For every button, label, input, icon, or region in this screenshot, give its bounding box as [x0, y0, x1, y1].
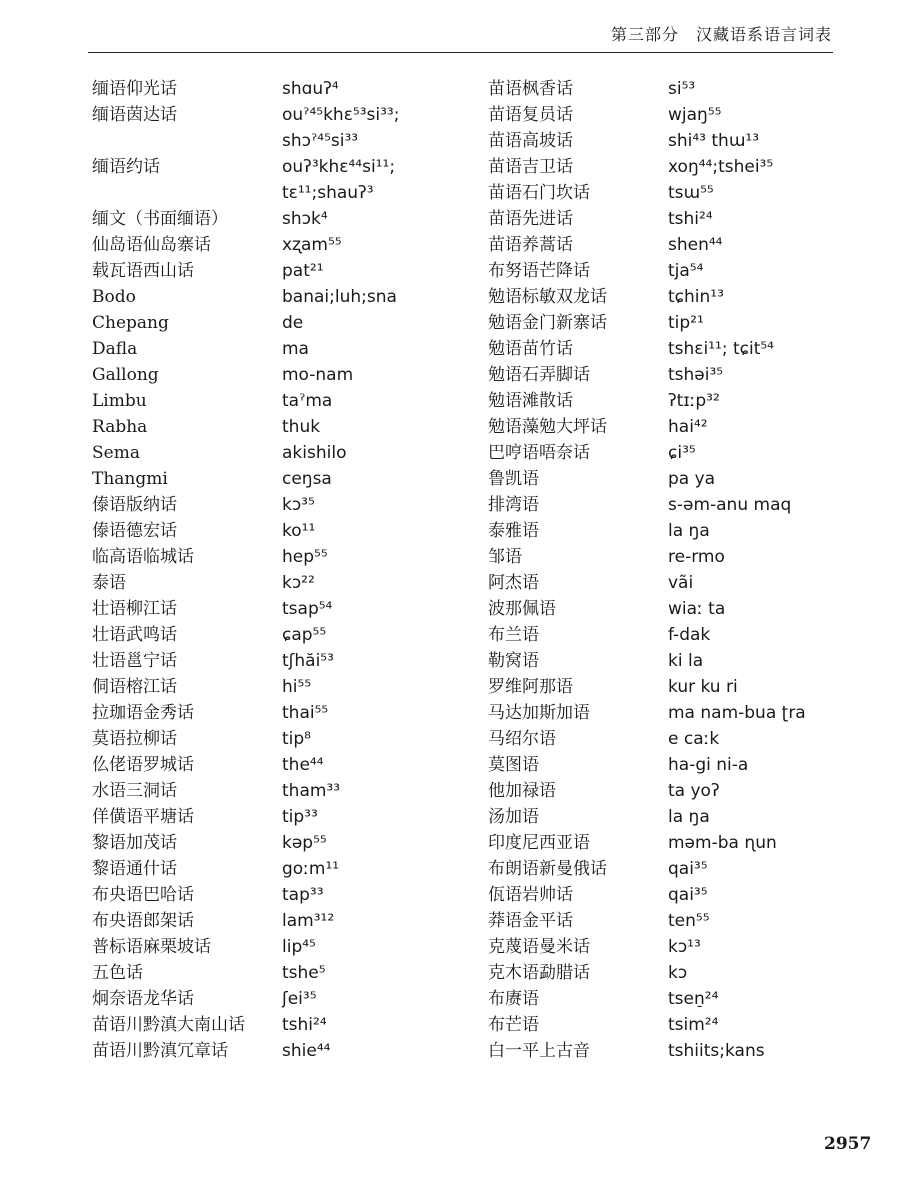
- glossary-row: [488, 492, 806, 518]
- word-form: ten⁵⁵: [668, 911, 710, 931]
- language-name: 炯奈语龙华话: [92, 989, 194, 1009]
- language-name: 苗语先进话: [488, 209, 573, 229]
- language-name: 布努语芒降话: [488, 261, 590, 281]
- glossary-row: [488, 232, 806, 258]
- right-column: [488, 76, 806, 1064]
- language-name: 苗语枫香话: [488, 79, 573, 99]
- word-form: ma nam-bua ʈra: [668, 703, 806, 723]
- glossary-row: [488, 310, 806, 336]
- word-form: mo-nam: [282, 365, 354, 385]
- glossary-row: [92, 934, 399, 960]
- word-form: qai³⁵: [668, 885, 708, 905]
- word-form: tap³³: [282, 885, 324, 905]
- word-form: hep⁵⁵: [282, 547, 328, 567]
- word-form: kɔ: [668, 963, 688, 983]
- glossary-row: [92, 882, 399, 908]
- glossary-row: [92, 232, 399, 258]
- glossary-row: [92, 102, 399, 128]
- language-name: 波那佩语: [488, 599, 556, 619]
- glossary-row: [488, 778, 806, 804]
- word-form: tham³³: [282, 781, 341, 801]
- word-form: de: [282, 313, 304, 333]
- glossary-row: [92, 622, 399, 648]
- glossary-row: [92, 752, 399, 778]
- language-name: 泰语: [92, 573, 126, 593]
- word-form: pa ya: [668, 469, 716, 489]
- header-rule: [88, 52, 833, 53]
- language-name: 壮语邕宁话: [92, 651, 177, 671]
- glossary-row: [92, 960, 399, 986]
- glossary-row: [92, 258, 399, 284]
- word-form: thai⁵⁵: [282, 703, 329, 723]
- language-name: 他加禄语: [488, 781, 556, 801]
- glossary-row: [488, 856, 806, 882]
- word-form: goːm¹¹: [282, 859, 340, 879]
- word-form: tip²¹: [668, 313, 704, 333]
- glossary-row: [488, 752, 806, 778]
- word-form: ouʔ³khɛ⁴⁴si¹¹;: [282, 157, 396, 177]
- word-form: akishilo: [282, 443, 347, 463]
- glossary-row: [92, 414, 399, 440]
- word-form: kɔ²²: [282, 573, 315, 593]
- word-form: shen⁴⁴: [668, 235, 723, 255]
- glossary-row: [92, 362, 399, 388]
- glossary-row: [92, 518, 399, 544]
- left-column: [92, 76, 399, 1064]
- language-name: 载瓦语西山话: [92, 261, 194, 281]
- glossary-row: [488, 986, 806, 1012]
- word-form: ɕap⁵⁵: [282, 625, 327, 645]
- word-form: tip⁸: [282, 729, 311, 749]
- word-form: wjaŋ⁵⁵: [668, 105, 722, 125]
- glossary-row: [92, 180, 399, 206]
- language-name: Limbu: [92, 391, 147, 411]
- word-form: ki la: [668, 651, 704, 671]
- language-name: 阿杰语: [488, 573, 539, 593]
- word-form: la ŋa: [668, 807, 710, 827]
- language-name: 布赓语: [488, 989, 539, 1009]
- glossary-row: [92, 284, 399, 310]
- glossary-row: [488, 414, 806, 440]
- glossary-row: [92, 830, 399, 856]
- word-form: ouˀ⁴⁵khɛ⁵³si³³;: [282, 105, 400, 125]
- language-name: 苗语吉卫话: [488, 157, 573, 177]
- glossary-row: [92, 778, 399, 804]
- language-name: 佯僙语平塘话: [92, 807, 194, 827]
- word-form: shie⁴⁴: [282, 1041, 331, 1061]
- language-name: 苗语川黔滇冗章话: [92, 1041, 228, 1061]
- word-form: tsap⁵⁴: [282, 599, 333, 619]
- language-name: 白一平上古音: [488, 1041, 590, 1061]
- glossary-row: [92, 206, 399, 232]
- language-name: 布央语巴哈话: [92, 885, 194, 905]
- word-form: tip³³: [282, 807, 318, 827]
- glossary-row: [488, 206, 806, 232]
- glossary-row: [92, 76, 399, 102]
- glossary-row: [488, 440, 806, 466]
- glossary-row: [488, 284, 806, 310]
- word-form: tshiits;kans: [668, 1041, 765, 1061]
- language-name: 普标语麻栗坡话: [92, 937, 211, 957]
- glossary-row: [488, 960, 806, 986]
- language-name: Rabha: [92, 417, 148, 437]
- word-form: re-rmo: [668, 547, 725, 567]
- word-form: hai⁴²: [668, 417, 708, 437]
- word-form: si⁵³: [668, 79, 696, 99]
- glossary-row: [488, 518, 806, 544]
- word-form: banai;luh;sna: [282, 287, 397, 307]
- word-form: ɕi³⁵: [668, 443, 696, 463]
- language-name: 壮语柳江话: [92, 599, 177, 619]
- language-name: 傣语版纳话: [92, 495, 177, 515]
- word-form: kɔ³⁵: [282, 495, 315, 515]
- word-form: tʃhăi⁵³: [282, 651, 334, 671]
- glossary-row: [488, 388, 806, 414]
- glossary-row: [488, 700, 806, 726]
- glossary-row: [488, 76, 806, 102]
- glossary-row: [92, 986, 399, 1012]
- language-name: 莫语拉柳话: [92, 729, 177, 749]
- glossary-row: [488, 544, 806, 570]
- word-form: kur ku ri: [668, 677, 738, 697]
- word-form: shɑuʔ⁴: [282, 79, 339, 99]
- word-form: vãi: [668, 573, 694, 593]
- language-name: 罗维阿那语: [488, 677, 573, 697]
- language-name: 勉语藻勉大坪话: [488, 417, 607, 437]
- language-name: 勒窝语: [488, 651, 539, 671]
- language-name: 五色话: [92, 963, 143, 983]
- glossary-row: [92, 466, 399, 492]
- glossary-row: [488, 258, 806, 284]
- language-name: Gallong: [92, 365, 159, 385]
- word-form: s-əm-anu maq: [668, 495, 792, 515]
- language-name: 勉语苗竹话: [488, 339, 573, 359]
- word-form: xoŋ⁴⁴;tshei³⁵: [668, 157, 774, 177]
- glossary-row: [488, 622, 806, 648]
- word-form: kəp⁵⁵: [282, 833, 327, 853]
- glossary-row: [92, 1038, 399, 1064]
- glossary-row: [92, 440, 399, 466]
- glossary-row: [488, 882, 806, 908]
- language-name: 仙岛语仙岛寨话: [92, 235, 211, 255]
- word-form: kɔ¹³: [668, 937, 701, 957]
- language-name: 莫图语: [488, 755, 539, 775]
- word-form: hi⁵⁵: [282, 677, 312, 697]
- language-name: 拉珈语金秀话: [92, 703, 194, 723]
- word-form: pat²¹: [282, 261, 324, 281]
- language-name: Sema: [92, 443, 140, 463]
- word-form: thuk: [282, 417, 321, 437]
- word-form: ha-gi ni-a: [668, 755, 749, 775]
- word-form: shɔk⁴: [282, 209, 328, 229]
- language-name: 水语三洞话: [92, 781, 177, 801]
- language-name: 勉语石弄脚话: [488, 365, 590, 385]
- word-form: ʃei³⁵: [282, 989, 317, 1009]
- language-name: 勉语标敏双龙话: [488, 287, 607, 307]
- language-name: 鲁凯语: [488, 469, 539, 489]
- glossary-row: [92, 128, 399, 154]
- language-name: 缅语仰光话: [92, 79, 177, 99]
- language-name: Bodo: [92, 287, 136, 307]
- word-form: tsen̠²⁴: [668, 989, 719, 1009]
- word-form: xʐam⁵⁵: [282, 235, 342, 255]
- language-name: Thangmi: [92, 469, 168, 489]
- word-form: ta yoʔ: [668, 781, 720, 801]
- glossary-row: [92, 336, 399, 362]
- glossary-row: [488, 362, 806, 388]
- glossary-row: [92, 674, 399, 700]
- glossary-row: [92, 1012, 399, 1038]
- language-name: 布朗语新曼俄话: [488, 859, 607, 879]
- language-name: 缅文（书面缅语）: [92, 209, 228, 229]
- language-name: 马达加斯加语: [488, 703, 590, 723]
- language-name: 泰雅语: [488, 521, 539, 541]
- word-form: tɕhin¹³: [668, 287, 724, 307]
- glossary-row: [488, 934, 806, 960]
- word-form: məm-ba ɳun: [668, 833, 777, 853]
- word-form: tshi²⁴: [668, 209, 713, 229]
- word-form: tshəi³⁵: [668, 365, 724, 385]
- word-form: tshi²⁴: [282, 1015, 327, 1035]
- language-name: 排湾语: [488, 495, 539, 515]
- glossary-row: [488, 154, 806, 180]
- word-form: taˀma: [282, 391, 333, 411]
- language-name: 布央语郎架话: [92, 911, 194, 931]
- glossary-row: [488, 908, 806, 934]
- word-form: tsɯ⁵⁵: [668, 183, 714, 203]
- word-form: tshe⁵: [282, 963, 326, 983]
- language-name: 壮语武鸣话: [92, 625, 177, 645]
- language-name: 克木语勐腊话: [488, 963, 590, 983]
- word-form: tja⁵⁴: [668, 261, 704, 281]
- word-form: ceŋsa: [282, 469, 332, 489]
- language-name: 苗语石门坎话: [488, 183, 590, 203]
- glossary-row: [92, 804, 399, 830]
- glossary-row: [488, 180, 806, 206]
- language-name: 勉语滩散话: [488, 391, 573, 411]
- language-name: Chepang: [92, 313, 169, 333]
- glossary-row: [488, 596, 806, 622]
- word-form: shɔˀ⁴⁵si³³: [282, 131, 359, 151]
- glossary-row: [92, 388, 399, 414]
- glossary-row: [488, 648, 806, 674]
- glossary-row: [92, 570, 399, 596]
- language-name: 黎语加茂话: [92, 833, 177, 853]
- word-form: f-dak: [668, 625, 711, 645]
- language-name: 苗语高坡话: [488, 131, 573, 151]
- language-name: 仫佬语罗城话: [92, 755, 194, 775]
- glossary-row: [92, 700, 399, 726]
- language-name: 佤语岩帅话: [488, 885, 573, 905]
- glossary-row: [92, 492, 399, 518]
- glossary-row: [488, 570, 806, 596]
- word-form: e caːk: [668, 729, 720, 749]
- glossary-row: [92, 596, 399, 622]
- language-name: Dafla: [92, 339, 138, 359]
- language-name: 勉语金门新寨话: [488, 313, 607, 333]
- page-number: 2957: [824, 1134, 872, 1154]
- glossary-row: [488, 804, 806, 830]
- word-form: ma: [282, 339, 309, 359]
- language-name: 傣语德宏话: [92, 521, 177, 541]
- word-form: tsim²⁴: [668, 1015, 719, 1035]
- word-form: tɛ¹¹;shauʔ³: [282, 183, 374, 203]
- language-name: 布芒语: [488, 1015, 539, 1035]
- language-name: 苗语川黔滇大南山话: [92, 1015, 245, 1035]
- glossary-row: [488, 674, 806, 700]
- glossary-row: [488, 1038, 806, 1064]
- word-form: ʔtɪːp³²: [668, 391, 720, 411]
- glossary-row: [92, 856, 399, 882]
- language-name: 布兰语: [488, 625, 539, 645]
- glossary-row: [488, 726, 806, 752]
- word-form: ko¹¹: [282, 521, 316, 541]
- glossary-row: [488, 466, 806, 492]
- language-name: 汤加语: [488, 807, 539, 827]
- word-form: lam³¹²: [282, 911, 335, 931]
- word-form: shi⁴³ thɯ¹³: [668, 131, 760, 151]
- glossary-row: [92, 726, 399, 752]
- language-name: 临高语临城话: [92, 547, 194, 567]
- glossary-row: [92, 310, 399, 336]
- word-form: the⁴⁴: [282, 755, 324, 775]
- language-name: 侗语榕江话: [92, 677, 177, 697]
- glossary-row: [488, 128, 806, 154]
- language-name: 苗语养蒿话: [488, 235, 573, 255]
- glossary-row: [92, 154, 399, 180]
- language-name: 巴哼语唔奈话: [488, 443, 590, 463]
- running-header: 第三部分 汉藏语系语言词表: [610, 25, 832, 44]
- language-name: 克蔑语曼米话: [488, 937, 590, 957]
- word-form: wiaː ta: [668, 599, 726, 619]
- glossary-row: [488, 102, 806, 128]
- language-name: 缅语茵达话: [92, 105, 177, 125]
- language-name: 缅语约话: [92, 157, 160, 177]
- language-name: 苗语复员话: [488, 105, 573, 125]
- glossary-row: [488, 830, 806, 856]
- language-name: 印度尼西亚语: [488, 833, 590, 853]
- language-name: 莽语金平话: [488, 911, 573, 931]
- glossary-row: [488, 1012, 806, 1038]
- word-form: tshɛi¹¹; tɕit⁵⁴: [668, 339, 775, 359]
- glossary-row: [92, 648, 399, 674]
- glossary-row: [92, 908, 399, 934]
- word-form: lip⁴⁵: [282, 937, 316, 957]
- language-name: 黎语通什话: [92, 859, 177, 879]
- word-form: qai³⁵: [668, 859, 708, 879]
- language-name: 马绍尔语: [488, 729, 556, 749]
- glossary-row: [488, 336, 806, 362]
- language-name: 邹语: [488, 547, 522, 567]
- glossary-row: [92, 544, 399, 570]
- word-form: la ŋa: [668, 521, 710, 541]
